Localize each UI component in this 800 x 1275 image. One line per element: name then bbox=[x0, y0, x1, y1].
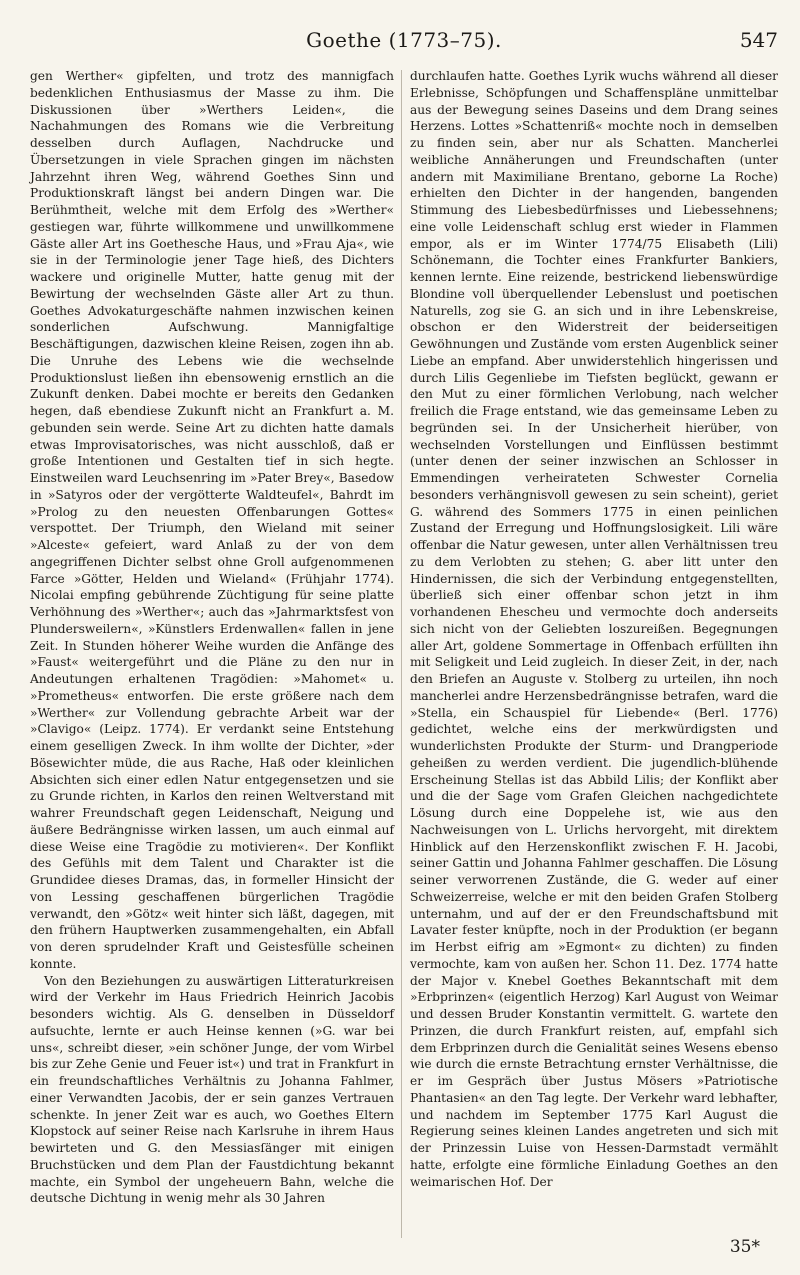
running-title: Goethe (1773–75). bbox=[306, 28, 502, 52]
right-column bbox=[410, 68, 778, 1190]
signature-mark: 35* bbox=[729, 1237, 760, 1257]
page-header bbox=[30, 28, 778, 58]
left-column bbox=[30, 68, 394, 1207]
left-paragraph-1: gen Werther« gipfelten, und trotz des mannigfach bedenklichen Enthusiasmus der Masse zu ihm. Die Diskussionen über »Werthers Leiden«, die Nachahmungen des Romans wie die Verbreitung desselben durch Auflagen, Nachdrucke und Übersetzungen in viele Sprachen gingen im nächsten Jahrzehnt ihren Weg, während Goethes Sinn und Produktionskraft längst bei andern Dingen war. Die Berühmtheit, welche mit dem Erfolg des »Werther« gestiegen war, führte willkommene und unwillkommene Gäste aller Art ins Goethesche Haus, und »Frau Aja«, wie sie in der Terminologie jener Tage hieß, des Dichters wackere und originelle Mutter, hatte genug mit der Bewirtung der wechselnden Gäste aller Art zu thun. Goethes Advokaturgeschäfte nahmen inzwischen keinen sonderlichen Aufschwung. Mannigfaltige Beschäftigungen, dazwischen kleine Reisen, zogen ihn ab. Die Unruhe des Lebens wie die wechselnde Produktionslust ließen ihn ebensowenig ernstlich an die Zukunft denken. Dabei mochte er bereits den Gedanken hegen, daß ebendiese Zukunft nicht an Frankfurt a. M. gebunden sein werde. Seine Art zu dichten hatte damals etwas Improvisatorisches, was nicht ausschloß, daß er große Intentionen und Gestalten tief in sich hegte. Einstweilen ward Leuchsenring im »Pater Brey«, Basedow in »Satyros oder der vergötterte Waldteufel«, Bahrdt im »Prolog zu den neuesten Offenbarungen Gottes« verspottet. Der Triumph, den Wieland mit seiner »Alceste« gefeiert, ward Anlaß zu der von dem angegriffenen Dichter selbst ohne Groll aufgenommenen Farce »Götter, Helden und Wieland« (Frühjahr 1774). Nicolai empfing gebührende Züchtigung für seine platte Verhöhnung des »Werther«; auch das »Jahrmarktsfest von Plundersweilern«, »Künstlers Erdenwallen« fallen in jene Zeit. In Stunden höherer Weihe wurden die Anfänge des »Faust« weitergeführt und die Pläne zu den nur in Andeutungen erhaltenen Tragödien: »Mahomet« u. »Prometheus« entworfen. Die erste größere nach dem »Werther« zur Vollendung gebrachte Arbeit war der »Clavigo« (Leipz. 1774). Er verdankt seine Entstehung einem geselligen Zweck. In ihm wollte der Dichter, »der Bösewichter müde, die aus Rache, Haß oder kleinlichen Absichten sich einer edlen Natur entgegensetzen und sie zu Grunde richten, in Karlos den reinen Weltverstand mit wahrer Freundschaft gegen Leidenschaft, Neigung und äußere Bedrängnisse wirken lassen, um auch einmal auf diese Weise eine Tragödie zu motivieren«. Der Konflikt des Gefühls mit dem Talent und Charakter ist die Grundidee dieses Dramas, das, in formeller Hinsicht der von Lessing geschaffenen bürgerlichen Tragödie verwandt, den »Götz« weit hinter sich läßt, dagegen, mit den frühern Hauptwerken zusammengehalten, ein Abfall von deren sprudelnder Kraft und Geistesfülle scheinen konnte. bbox=[30, 69, 394, 971]
left-paragraph-2: Von den Beziehungen zu auswärtigen Litteraturkreisen wird der Verkehr im Haus Friedrich Heinrich Jacobis besonders wichtig. Als G. denselben in Düsseldorf aufsuchte, lernte er auch Heinse kennen (»G. war bei uns«, schreibt dieser, »ein schöner Junge, der vom Wirbel bis zur Zehe Genie und Feuer ist«) und trat in Frankfurt in ein freundschaftliches Verhältnis zu Johanna Fahlmer, einer Verwandten Jacobis, der er sein ganzes Vertrauen schenkte. In jener Zeit war es auch, wo Goethes Eltern Klopstock auf seiner Reise nach Karlsruhe in ihrem Haus bewirteten und G. den Messiasſänger mit einigen Bruchstücken und dem Plan der Faustdichtung bekannt machte, ein Symbol der ungeheuern Bahn, welche die deutsche Dichtung in wenig mehr als 30 Jahren bbox=[30, 973, 394, 1206]
page-number: 547 bbox=[739, 28, 778, 52]
column-divider bbox=[401, 70, 402, 1238]
right-paragraph-1: durchlaufen hatte. Goethes Lyrik wuchs während all dieser Erlebnisse, Schöpfungen und Schaffenspläne unmittelbar aus der Bewegung seines Daseins und dem Drang seines Herzens. Lottes »Schattenriß« mochte noch in demselben zu finden sein, aber nur als Schatten. Mancherlei weibliche Annäherungen und Freundschaften (unter andern mit Maximiliane Brentano, geborne La Roche) erhielten den Dichter in der hangenden, bangenden Stimmung des Liebesbedürfnisses und Liebessehnens; eine volle Leidenschaft schlug erst wieder in Flammen empor, als er im Winter 1774/75 Elisabeth (Lili) Schönemann, die Tochter eines Frankfurter Bankiers, kennen lernte. Eine reizende, bestrickend liebenswürdige Blondine voll überquellender Lebenslust und poetischen Naturells, zog sie G. an sich und in ihre Lebenskreise, obschon er den Widerstreit der beiderseitigen Gewöhnungen und Zustände vom ersten Augenblick seiner Liebe an empfand. Aber unwiderstehlich hingerissen und durch Lilis Gegenliebe im Tiefsten beglückt, gewann er den Mut zu einer förmlichen Verlobung, nach welcher freilich die Frage entstand, wie das gemeinsame Leben zu begründen sei. In der Unsicherheit hierüber, von wechselnden Vorstellungen und Einflüssen bestimmt (unter denen der seiner inzwischen an Schlosser in Emmendingen verheirateten Schwester Cornelia besonders verhängnisvoll gewesen zu sein scheint), geriet G. während des Sommers 1775 in einen peinlichen Zustand der Erregung und Hoffnungslosigkeit. Lili wäre offenbar die Natur gewesen, unter allen Verhältnissen treu zu dem Verlobten zu stehen; G. aber litt unter den Hindernissen, die sich der Verbindung entgegenstellten, überließ sich einer offenbar schon jetzt in ihm vorhandenen Ehescheu und vermochte doch anderseits sich nicht von der Geliebten loszureißen. Begegnungen aller Art, goldene Sommertage in Offenbach erfüllten ihn mit Seligkeit und Leid zugleich. In dieser Zeit, in der, nach den Briefen an Auguste v. Stolberg zu urteilen, ihn noch mancherlei andre Herzensbedrängnisse betrafen, ward die »Stella, ein Schauspiel für Liebende« (Berl. 1776) gedichtet, welche eins der merkwürdigsten und wunderlichsten Produkte der Sturm- und Drangperiode geheißen zu werden verdient. Die jugendlich-blühende Erscheinung Stellas ist das Abbild Lilis; der Konflikt aber und die der Sage vom Grafen Gleichen nachgedichtete Lösung durch eine Doppelehe ist, wie aus den Nachweisungen von L. Urlichs hervorgeht, mit direktem Hinblick auf den Herzenskonflikt zwischen F. H. Jacobi, seiner Gattin und Johanna Fahlmer geschaffen. Die Lösung seiner verworrenen Zustände, die G. weder auf einer Schweizerreise, welche er mit den beiden Grafen Stolberg unternahm, und auf der er den Freundschaftsbund mit Lavater fester knüpfte, noch in der Produktion (er begann im Herbst eifrig am »Egmont« zu dichten) zu finden vermochte, kam von außen her. Schon 11. Dez. 1774 hatte der Major v. Knebel Goethes Bekanntschaft mit dem »Erbprinzen« (eigentlich Herzog) Karl August von Weimar und dessen Bruder Konstantin vermittelt. G. wartete den Prinzen, die durch Frankfurt reisten, auf, empfahl sich dem Erbprinzen durch die Genialität seines Wesens ebenso wie durch die ernste Betrachtung ernster Verhältnisse, die er im Gespräch über Justus Mösers »Patriotische Phantasien« an den Tag legte. Der Verkehr ward lebhafter, und nachdem im September 1775 Karl August die Regierung seines kleinen Landes angetreten und sich mit der Prinzessin Luise von Hessen-Darmstadt vermählt hatte, erfolgte eine förmliche Einladung Goethes an den weimarischen Hof. Der bbox=[410, 69, 778, 1189]
